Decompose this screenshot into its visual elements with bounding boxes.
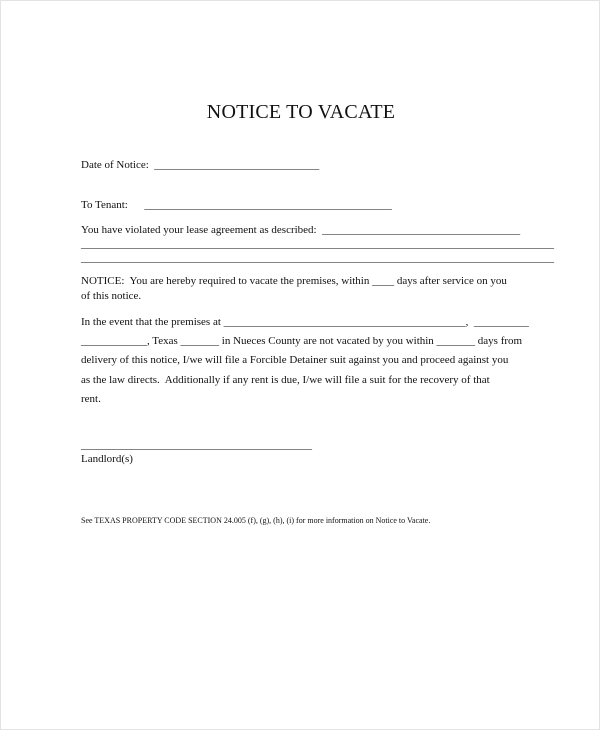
footer-note: See TEXAS PROPERTY CODE SECTION 24.005 (f), (g), (h), (i) for more information on Notice to Vacate. bbox=[81, 516, 431, 525]
document-title: NOTICE TO VACATE bbox=[206, 101, 396, 123]
notice-line-2: of this notice. bbox=[81, 290, 142, 302]
event-line-4: as the law directs. Additionally if any rent is due, I/we will file a suit for the recovery of that bbox=[81, 374, 490, 386]
notice-line-1: NOTICE: You are hereby required to vacate the premises, within ____ days after service on you bbox=[81, 275, 507, 287]
to-tenant-line: To Tenant: _____________________________________________ bbox=[81, 199, 392, 211]
landlord-label: Landlord(s) bbox=[81, 453, 133, 465]
violation-line-3: ______________________________________________________________________________________ bbox=[81, 252, 554, 264]
signature-line: __________________________________________ bbox=[81, 439, 312, 451]
violation-line-1: You have violated your lease agreement as described: ____________________________________ bbox=[81, 224, 521, 236]
violation-line-2: ______________________________________________________________________________________ bbox=[81, 238, 554, 250]
event-line-5: rent. bbox=[81, 393, 101, 405]
event-line-1: In the event that the premises at ____________________________________________, __________ bbox=[81, 316, 529, 328]
event-line-3: delivery of this notice, I/we will file a Forcible Detainer suit against you and proceed against you bbox=[81, 354, 509, 366]
event-line-2: ____________, Texas _______ in Nueces County are not vacated by you within _______ days from bbox=[81, 335, 523, 347]
date-of-notice-line: Date of Notice: ______________________________ bbox=[81, 159, 320, 171]
